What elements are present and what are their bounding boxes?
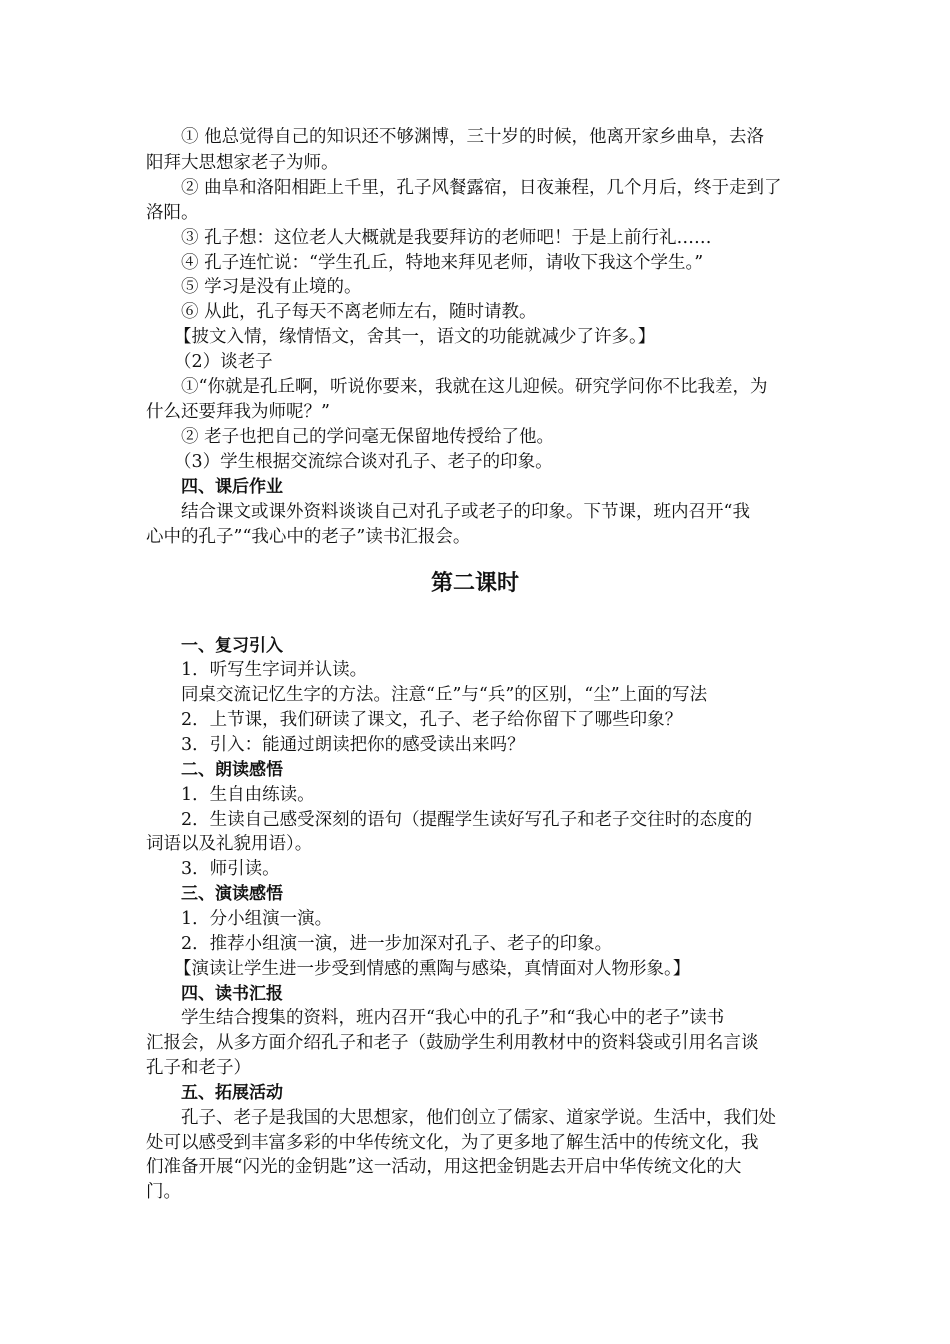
- teaching-note: 【披文入情，缘情悟文，舍其一，语文的功能就减少了许多。】: [174, 327, 656, 347]
- paragraph-line: 们准备开展“闪光的金钥匙”这一活动，用这把金钥匙去开启中华传统文化的大: [146, 1157, 742, 1177]
- section-heading: 二、朗读感悟: [181, 760, 283, 780]
- paragraph-line: 孔子、老子是我国的大思想家，他们创立了儒家、道家学说。生活中，我们处: [181, 1108, 776, 1128]
- paragraph-line: 2．推荐小组演一演，进一步加深对孔子、老子的印象。: [181, 934, 613, 954]
- paragraph-line: 3．师引读。: [181, 859, 280, 879]
- paragraph-line: ① 他总觉得自己的知识还不够渊博，三十岁的时候，他离开家乡曲阜，去洛: [181, 127, 765, 147]
- section-heading: 四、课后作业: [181, 477, 283, 497]
- paragraph-line: 1．听写生字词并认读。: [181, 660, 368, 680]
- paragraph-line: 什么还要拜我为师呢？”: [146, 402, 330, 422]
- paragraph-line: 学生结合搜集的资料，班内召开“我心中的孔子”和“我心中的老子”读书: [181, 1008, 725, 1028]
- paragraph-line: ①“你就是孔丘啊，听说你要来，我就在这儿迎候。研究学问你不比我差，为: [181, 377, 768, 397]
- paragraph-line: 词语以及礼貌用语）。: [146, 834, 313, 854]
- section-heading: 五、拓展活动: [181, 1083, 283, 1103]
- paragraph-line: 洛阳。: [146, 203, 199, 223]
- paragraph-line: 3．引入：能通过朗读把你的感受读出来吗？: [181, 735, 525, 755]
- paragraph-line: ⑥ 从此，孔子每天不离老师左右，随时请教。: [181, 302, 537, 322]
- paragraph-line: ② 曲阜和洛阳相距上千里，孔子风餐露宿，日夜兼程，几个月后，终于走到了: [181, 178, 782, 198]
- paragraph-line: 心中的孔子”“我心中的老子”读书汇报会。: [146, 527, 471, 547]
- paragraph-line: 2．上节课，我们研读了课文，孔子、老子给你留下了哪些印象？: [181, 710, 683, 730]
- subheading: （3）学生根据交流综合谈对孔子、老子的印象。: [174, 452, 553, 472]
- section-heading: 三、演读感悟: [181, 884, 283, 904]
- paragraph-line: 门。: [146, 1182, 181, 1202]
- paragraph-line: 结合课文或课外资料谈谈自己对孔子或老子的印象。下节课，班内召开“我: [181, 502, 750, 522]
- paragraph-line: 阳拜大思想家老子为师。: [146, 153, 339, 173]
- paragraph-line: 同桌交流记忆生字的方法。注意“丘”与“兵”的区别，“尘”上面的写法: [181, 685, 708, 705]
- paragraph-line: 孔子和老子）: [146, 1058, 251, 1078]
- paragraph-line: ⑤ 学习是没有止境的。: [181, 277, 362, 297]
- paragraph-line: 处可以感受到丰富多彩的中华传统文化，为了更多地了解生活中的传统文化，我: [146, 1133, 759, 1153]
- paragraph-line: 汇报会，从多方面介绍孔子和老子（鼓励学生利用教材中的资料袋或引用名言谈: [146, 1033, 759, 1053]
- paragraph-line: 2．生读自己感受深刻的语句（提醒学生读好写孔子和老子交往时的态度的: [181, 810, 753, 830]
- section-heading: 一、复习引入: [181, 636, 283, 656]
- paragraph-line: 1．生自由练读。: [181, 785, 315, 805]
- teaching-note: 【演读让学生进一步受到情感的熏陶与感染，真情面对人物形象。】: [174, 959, 691, 979]
- paragraph-line: ④ 孔子连忙说：“学生孔丘，特地来拜见老师，请收下我这个学生。”: [181, 253, 704, 273]
- section-heading: 四、读书汇报: [181, 984, 283, 1004]
- subheading: （2）谈老子: [174, 352, 273, 372]
- paragraph-line: ② 老子也把自己的学问毫无保留地传授给了他。: [181, 427, 555, 447]
- paragraph-line: 1．分小组演一演。: [181, 909, 333, 929]
- paragraph-line: ③ 孔子想：这位老人大概就是我要拜访的老师吧！于是上前行礼……: [181, 228, 712, 248]
- page-title: 第二课时: [430, 571, 519, 596]
